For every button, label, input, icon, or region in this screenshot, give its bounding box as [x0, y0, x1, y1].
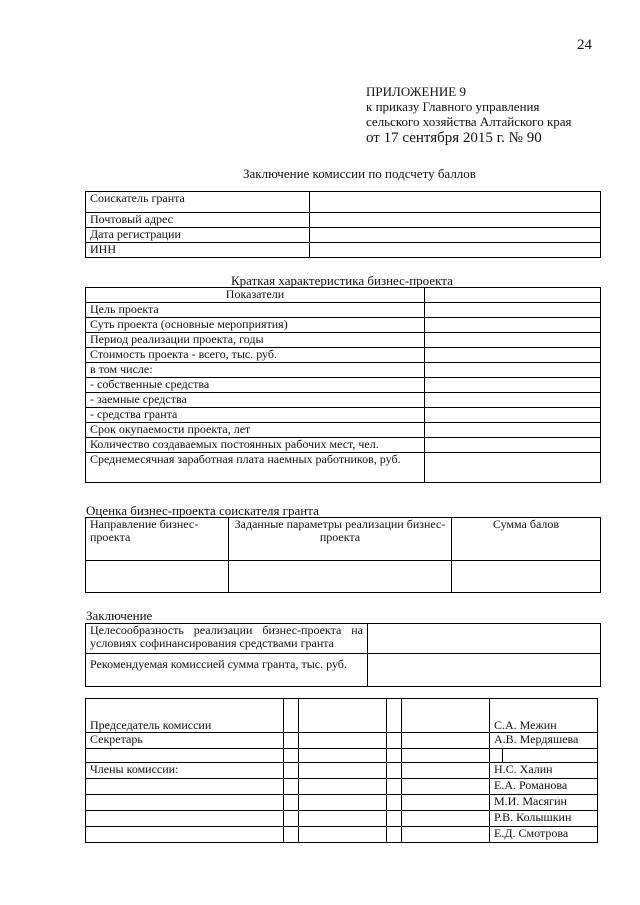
table-cell	[86, 561, 229, 593]
table-cell	[402, 827, 490, 843]
table-cell	[402, 763, 490, 779]
project-brief-row: в том числе:	[86, 363, 425, 378]
applicant-row-value	[310, 228, 601, 243]
table-cell	[86, 749, 284, 763]
table-cell	[425, 318, 601, 333]
commission-member-name: Н.С. Халин	[490, 763, 598, 779]
commission-chair-label: Председатель комиссии	[86, 699, 284, 733]
table-cell	[368, 624, 601, 654]
table-cell	[425, 348, 601, 363]
appendix-block	[366, 84, 572, 148]
document-title: Заключение комиссии по подсчету баллов	[243, 166, 476, 181]
applicant-row-label: ИНН	[86, 243, 310, 258]
table-cell	[402, 795, 490, 811]
conclusion-feasibility-row: Целесообразность реализации бизнес-проекта на условиях софинансирования средствами гранта	[86, 624, 368, 654]
table-cell	[229, 561, 452, 593]
project-brief-row: Период реализации проекта, годы	[86, 333, 425, 348]
assessment-table	[85, 517, 601, 593]
table-cell	[425, 393, 601, 408]
applicant-table	[85, 191, 601, 258]
table-cell	[284, 779, 299, 795]
table-cell	[299, 779, 387, 795]
table-cell	[299, 749, 387, 763]
table-cell	[86, 779, 284, 795]
table-cell	[284, 811, 299, 827]
table-cell	[425, 288, 601, 303]
assessment-col-parameters: Заданные параметры реализации бизнес-проекта	[229, 518, 452, 561]
table-cell	[425, 438, 601, 453]
table-cell	[284, 749, 299, 763]
applicant-row-label: Дата регистрации	[86, 228, 310, 243]
applicant-row-label: Соискатель гранта	[86, 192, 310, 213]
appendix-line-1: к приказу Главного управления	[366, 99, 540, 114]
table-cell	[402, 779, 490, 795]
project-brief-row: Срок окупаемости проекта, лет	[86, 423, 425, 438]
project-brief-row: - заемные средства	[86, 393, 425, 408]
table-cell	[402, 749, 490, 763]
table-cell	[402, 733, 490, 749]
project-brief-row: Цель проекта	[86, 303, 425, 318]
project-brief-table	[85, 287, 601, 483]
project-brief-row: Количество создаваемых постоянных рабочих мест, чел.	[86, 438, 425, 453]
table-cell	[299, 811, 387, 827]
table-cell	[86, 827, 284, 843]
table-cell	[299, 827, 387, 843]
table-cell	[299, 699, 387, 733]
table-cell	[425, 363, 601, 378]
table-cell	[299, 733, 387, 749]
table-cell	[284, 763, 299, 779]
project-brief-row: - собственные средства	[86, 378, 425, 393]
table-cell	[425, 333, 601, 348]
applicant-row-value	[310, 213, 601, 228]
table-cell	[425, 378, 601, 393]
project-brief-row: - средства гранта	[86, 408, 425, 423]
table-cell	[490, 749, 503, 763]
table-cell	[387, 779, 402, 795]
project-brief-row: Стоимость проекта - всего, тыс. руб.	[86, 348, 425, 363]
assessment-col-direction: Направление бизнес-проекта	[86, 518, 229, 561]
table-cell	[368, 654, 601, 687]
project-brief-header: Показатели	[86, 288, 425, 303]
commission-member-name: Р.В. Колышкин	[490, 811, 598, 827]
project-brief-caption: Краткая характеристика бизнес-проекта	[231, 273, 453, 288]
table-cell	[284, 795, 299, 811]
appendix-line-2: сельского хозяйства Алтайского края	[366, 114, 572, 129]
table-cell	[387, 795, 402, 811]
appendix-title: ПРИЛОЖЕНИЕ 9	[366, 84, 466, 99]
table-cell	[503, 749, 598, 763]
assessment-caption: Оценка бизнес-проекта соискателя гранта	[86, 503, 319, 518]
conclusion-table	[85, 623, 601, 687]
appendix-line-3: от 17 сентября 2015 г. № 90	[366, 130, 542, 146]
table-cell	[284, 827, 299, 843]
assessment-col-score: Сумма балов	[452, 518, 601, 561]
commission-secretary-label: Секретарь	[86, 733, 284, 749]
table-cell	[299, 763, 387, 779]
table-cell	[86, 811, 284, 827]
applicant-row-label: Почтовый адрес	[86, 213, 310, 228]
table-cell	[387, 699, 402, 733]
table-cell	[402, 699, 490, 733]
commission-member-name: Е.Д. Смотрова	[490, 827, 598, 843]
table-cell	[299, 795, 387, 811]
commission-chair-name: С.А. Межин	[490, 699, 598, 733]
table-cell	[284, 733, 299, 749]
project-brief-row: Среднемесячная заработная плата наемных работников, руб.	[86, 453, 425, 483]
page-number: 24	[577, 37, 592, 53]
commission-member-name: М.И. Масягин	[490, 795, 598, 811]
table-cell	[387, 827, 402, 843]
table-cell	[387, 811, 402, 827]
conclusion-caption: Заключение	[86, 608, 153, 623]
commission-members-label: Члены комиссии:	[86, 763, 284, 779]
applicant-row-value	[310, 243, 601, 258]
applicant-row-value	[310, 192, 601, 213]
table-cell	[425, 408, 601, 423]
commission-member-name: Е.А. Романова	[490, 779, 598, 795]
table-cell	[402, 811, 490, 827]
table-cell	[425, 423, 601, 438]
table-cell	[284, 699, 299, 733]
table-cell	[387, 763, 402, 779]
commission-table	[85, 698, 598, 843]
table-cell	[387, 733, 402, 749]
table-cell	[452, 561, 601, 593]
table-cell	[425, 453, 601, 483]
table-cell	[86, 795, 284, 811]
commission-secretary-name: А.В. Мердяшева	[490, 733, 598, 749]
project-brief-row: Суть проекта (основные мероприятия)	[86, 318, 425, 333]
table-cell	[425, 303, 601, 318]
conclusion-grant-amount-row: Рекомендуемая комиссией сумма гранта, тыс. руб.	[86, 654, 368, 687]
table-cell	[387, 749, 402, 763]
